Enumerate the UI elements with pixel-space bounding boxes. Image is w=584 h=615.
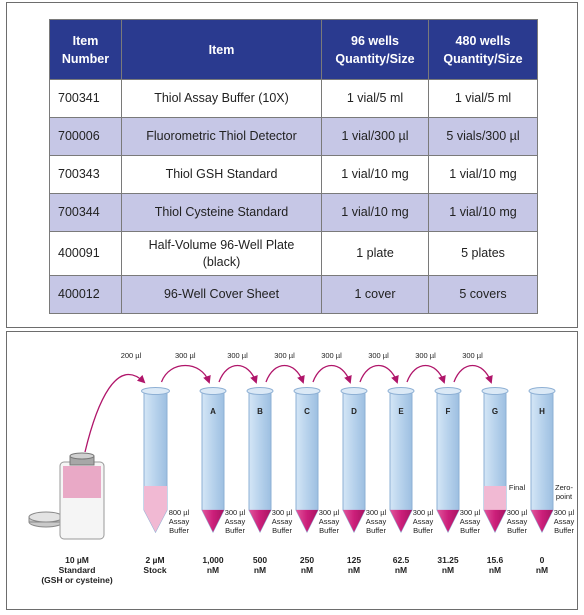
standard-vial <box>29 453 104 539</box>
tube-letter: G <box>491 407 499 416</box>
header-item: Item <box>122 20 322 80</box>
item-number-cell: 400091 <box>50 232 122 276</box>
tube-liquid <box>437 510 459 532</box>
quantity-480-cell: 5 plates <box>429 232 538 276</box>
tube-buffer-label: Assay <box>271 517 293 526</box>
tube-rim <box>482 388 508 395</box>
tube-concentration: 250 <box>299 555 315 565</box>
stock-buffer-line2: Assay <box>168 517 190 526</box>
tube-concentration: 62.5 <box>392 555 410 565</box>
transfer-volume-label: 200 µl <box>120 351 142 360</box>
tube-concentration: nM <box>253 565 267 575</box>
tube-note: Zero- <box>555 483 573 492</box>
tube-buffer-label: 300 µl <box>506 508 528 517</box>
tube-letter: H <box>539 407 545 416</box>
transfer-volume-label: 300 µl <box>274 351 295 360</box>
dilution-tube <box>247 388 293 576</box>
transfer-volume-label: 300 µl <box>174 351 196 360</box>
item-name-cell: Thiol Cysteine Standard <box>122 194 322 232</box>
tube-concentration: nM <box>347 565 361 575</box>
vial-top-icon <box>70 453 94 459</box>
tube-concentration: 15.6 <box>486 555 504 565</box>
tube-letter: F <box>445 407 451 416</box>
tube-buffer-label: 300 µl <box>271 508 293 517</box>
item-number-cell: 700343 <box>50 156 122 194</box>
stock-buffer-line3: Buffer <box>169 526 189 535</box>
item-number-cell: 700341 <box>50 80 122 118</box>
tube-concentration: nM <box>488 565 502 575</box>
transfer-arrow <box>162 366 210 383</box>
stock-conc-line2: Stock <box>143 565 167 575</box>
quantity-96-cell: 1 vial/300 µl <box>322 118 429 156</box>
dilution-scheme-panel <box>6 331 578 610</box>
tube-concentration: 1,000 <box>202 555 224 565</box>
tube-rim <box>341 388 367 395</box>
tube-buffer-label: Assay <box>553 517 575 526</box>
quantity-480-cell: 1 vial/10 mg <box>429 194 538 232</box>
tube-liquid <box>531 510 553 532</box>
transfer-arrow <box>407 366 444 383</box>
tube-buffer-label: Buffer <box>319 526 339 535</box>
table-row <box>50 276 538 314</box>
quantity-480-cell: 1 vial/5 ml <box>429 80 538 118</box>
transfer-arrow <box>85 374 144 452</box>
item-number-cell: 700344 <box>50 194 122 232</box>
transfer-volume-label: 300 µl <box>415 351 436 360</box>
tube-liquid <box>343 510 365 532</box>
dilution-diagram <box>7 332 577 609</box>
item-number-cell: 400012 <box>50 276 122 314</box>
header-96-wells: 96 wells Quantity/Size <box>322 20 429 80</box>
dilution-tube <box>200 388 246 576</box>
tube-final-liquid <box>484 486 506 510</box>
item-name-cell: Thiol Assay Buffer (10X) <box>122 80 322 118</box>
tube-buffer-label: Assay <box>412 517 434 526</box>
tube-buffer-label: 300 µl <box>553 508 575 517</box>
tube-concentration: nM <box>300 565 314 575</box>
tube-liquid <box>249 510 271 532</box>
item-name-cell: Thiol GSH Standard <box>122 156 322 194</box>
table-row <box>50 156 538 194</box>
tube-concentration: nM <box>441 565 455 575</box>
tube-letter: C <box>304 407 310 416</box>
transfer-volume-label: 300 µl <box>227 351 248 360</box>
tube-concentration: nM <box>535 565 549 575</box>
quantity-96-cell: 1 vial/10 mg <box>322 194 429 232</box>
tube-buffer-label: 300 µl <box>318 508 340 517</box>
dilution-tubes <box>200 388 575 576</box>
tube-buffer-label: Buffer <box>460 526 480 535</box>
kit-contents-table <box>49 19 538 314</box>
quantity-96-cell: 1 vial/5 ml <box>322 80 429 118</box>
vial-label-line2: Standard <box>58 565 96 575</box>
item-number-cell: 700006 <box>50 118 122 156</box>
tube-rim <box>247 388 273 395</box>
stock-buffer-line1: 800 µl <box>168 508 190 517</box>
tube-buffer-label: 300 µl <box>459 508 481 517</box>
tube-concentration: nM <box>206 565 220 575</box>
tube-rim <box>435 388 461 395</box>
tube-buffer-label: Buffer <box>413 526 433 535</box>
table-row <box>50 118 538 156</box>
quantity-480-cell: 5 covers <box>429 276 538 314</box>
stock-tube-liquid <box>144 486 167 532</box>
tube-letter: B <box>257 407 263 416</box>
dilution-tube <box>341 388 387 576</box>
vial-cap-top <box>29 512 63 522</box>
tube-letter: E <box>398 407 404 416</box>
item-name-cell: Fluorometric Thiol Detector <box>122 118 322 156</box>
transfer-volume-label: 300 µl <box>321 351 342 360</box>
tube-rim <box>529 388 555 395</box>
dilution-tube <box>294 388 340 576</box>
vial-label-line1: 10 µM <box>65 555 89 565</box>
tube-buffer-label: Assay <box>506 517 528 526</box>
header-item-number: Item Number <box>50 20 122 80</box>
dilution-tube <box>482 388 528 576</box>
tube-note: Final <box>508 483 526 492</box>
tube-buffer-label: Assay <box>224 517 246 526</box>
table-row <box>50 232 538 276</box>
tube-concentration: 125 <box>346 555 362 565</box>
table-header-row <box>50 20 538 80</box>
transfer-volume-label: 300 µl <box>368 351 389 360</box>
header-480-wells: 480 wells Quantity/Size <box>429 20 538 80</box>
stock-tube <box>142 388 170 533</box>
transfer-arrow <box>454 366 491 383</box>
stock-tube-rim <box>142 388 170 395</box>
tube-liquid <box>484 510 506 532</box>
tube-liquid <box>390 510 412 532</box>
tube-buffer-label: Assay <box>318 517 340 526</box>
tube-liquid <box>202 510 224 532</box>
tube-concentration: 31.25 <box>437 555 459 565</box>
tube-buffer-label: Assay <box>365 517 387 526</box>
dilution-tube <box>529 388 575 576</box>
vial-label-line3: (GSH or cysteine) <box>41 575 113 585</box>
dilution-tube <box>388 388 434 576</box>
tube-concentration: nM <box>394 565 408 575</box>
item-name-cell: Half-Volume 96-Well Plate (black) <box>122 232 322 276</box>
transfer-volume-label: 300 µl <box>462 351 483 360</box>
transfer-arrow <box>266 366 303 383</box>
tube-buffer-label: Buffer <box>225 526 245 535</box>
tube-buffer-label: Buffer <box>366 526 386 535</box>
tube-letter: A <box>210 407 216 416</box>
quantity-96-cell: 1 plate <box>322 232 429 276</box>
tube-buffer-label: Buffer <box>272 526 292 535</box>
transfer-arrow <box>360 366 397 383</box>
quantity-480-cell: 5 vials/300 µl <box>429 118 538 156</box>
tube-buffer-label: 300 µl <box>412 508 434 517</box>
vial-liquid <box>63 466 101 498</box>
tube-concentration: 500 <box>252 555 268 565</box>
stock-conc-line1: 2 µM <box>145 555 165 565</box>
tube-buffer-label: Assay <box>459 517 481 526</box>
tube-buffer-label: 300 µl <box>365 508 387 517</box>
tube-concentration: 0 <box>539 555 545 565</box>
tube-buffer-label: Buffer <box>554 526 574 535</box>
tube-liquid <box>296 510 318 532</box>
dilution-tube <box>435 388 481 576</box>
tube-rim <box>388 388 414 395</box>
transfer-arrow <box>313 366 350 383</box>
table-row <box>50 80 538 118</box>
quantity-480-cell: 1 vial/10 mg <box>429 156 538 194</box>
quantity-96-cell: 1 cover <box>322 276 429 314</box>
tube-rim <box>294 388 320 395</box>
quantity-96-cell: 1 vial/10 mg <box>322 156 429 194</box>
tube-note: point <box>555 492 573 501</box>
transfer-arrow <box>219 366 256 383</box>
item-name-cell: 96-Well Cover Sheet <box>122 276 322 314</box>
tube-letter: D <box>351 407 357 416</box>
kit-contents-panel <box>6 2 578 328</box>
tube-rim <box>200 388 226 395</box>
tube-buffer-label: Buffer <box>507 526 527 535</box>
tube-buffer-label: 300 µl <box>224 508 246 517</box>
table-row <box>50 194 538 232</box>
